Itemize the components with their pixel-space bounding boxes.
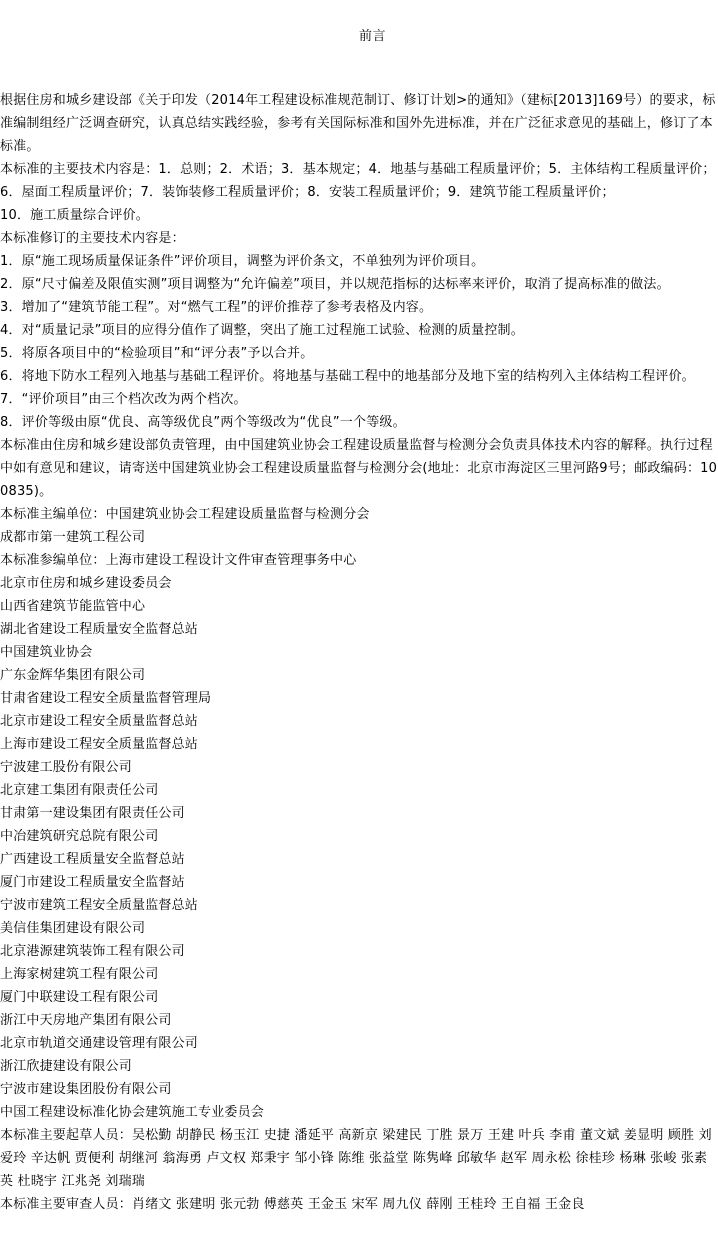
body-paragraph: 8．评价等级由原“优良、高等级优良”两个等级改为“优良”一个等级。 (0, 415, 406, 430)
body-paragraph: 本标准主编单位：中国建筑业协会工程建设质量监督与检测分会 (0, 507, 370, 522)
body-paragraph: 广西建设工程质量安全监督总站 (0, 852, 185, 867)
body-paragraph: 成都市第一建筑工程公司 (0, 530, 146, 545)
body-paragraph: 根据住房和城乡建设部《关于印发（2014年工程建设标准规范制订、修订计划>的通知》（建标[2013]169号）的要求，标准编制组经广泛调查研究，认真总结实践经验，参考有关国际标准和国外先进标准，并在广泛征求意见的基础上，修订了本标准。 (0, 93, 716, 154)
body-paragraph: 上海市建设工程安全质量监督总站 (0, 737, 199, 752)
page-title: 前言 (358, 29, 386, 44)
body-paragraph: 中冶建筑研究总院有限公司 (0, 829, 159, 844)
body-paragraph: 美信佳集团建设有限公司 (0, 921, 146, 936)
body-paragraph: 本标准的主要技术内容是：1．总则；2．术语；3．基本规定；4．地基与基础工程质量评价；5．主体结构工程质量评价；6．屋面工程质量评价；7．装饰装修工程质量评价；8．安装工程质量评价；9．建筑节能工程质量评价； (0, 162, 716, 200)
body-paragraph: 本标准参编单位：上海市建设工程设计文件审查管理事务中心 (0, 553, 357, 568)
body-paragraph: 本标准修订的主要技术内容是： (0, 231, 185, 246)
body-paragraph: 2．原“尺寸偏差及限值实测”项目调整为“允许偏差”项目，并以规范指标的达标率来评价，取消了提高标准的做法。 (0, 277, 670, 292)
body-paragraph: 北京市建设工程安全质量监督总站 (0, 714, 199, 729)
body-paragraph: 1．原“施工现场质量保证条件”评价项目，调整为评价条文，不单独列为评价项目。 (0, 254, 485, 269)
body-paragraph: 中国建筑业协会 (0, 645, 93, 660)
body-paragraph: 厦门市建设工程质量安全监督站 (0, 875, 185, 890)
body-paragraph: 广东金辉华集团有限公司 (0, 668, 146, 683)
body-paragraph: 湖北省建设工程质量安全监督总站 (0, 622, 199, 637)
body-paragraph: 中国工程建设标准化协会建筑施工专业委员会 (0, 1105, 265, 1120)
body-paragraph: 本标准主要审查人员：肖绪文 张建明 张元勃 傅慈英 王金玉 宋军 周九仪 薛刚 王桂玲 王自福 王金良 (0, 1197, 585, 1212)
body-paragraph: 4．对“质量记录”项目的应得分值作了调整，突出了施工过程施工试验、检测的质量控制。 (0, 323, 524, 338)
body-paragraph: 宁波市建设集团股份有限公司 (0, 1082, 172, 1097)
body-paragraph: 北京市住房和城乡建设委员会 (0, 576, 172, 591)
body-paragraph: 上海家树建筑工程有限公司 (0, 967, 159, 982)
body-paragraph: 7．“评价项目”由三个档次改为两个档次。 (0, 392, 247, 407)
body-paragraph: 宁波建工股份有限公司 (0, 760, 133, 775)
body-paragraph: 本标准由住房和城乡建设部负责管理，由中国建筑业协会工程建设质量监督与检测分会负责具体技术内容的解释。执行过程中如有意见和建议，请寄送中国建筑业协会工程建设质量监督与检测分会(地址：北京市海淀区三里河路9号；邮政编码：100835)。 (0, 438, 718, 499)
body-paragraph: 10．施工质量综合评价。 (0, 208, 149, 223)
body-paragraph: 甘肃第一建设集团有限责任公司 (0, 806, 185, 821)
body-paragraph: 北京港源建筑装饰工程有限公司 (0, 944, 185, 959)
body-paragraph: 甘肃省建设工程安全质量监督管理局 (0, 691, 212, 706)
body-paragraph: 山西省建筑节能监管中心 (0, 599, 146, 614)
body-paragraph: 6．将地下防水工程列入地基与基础工程评价。将地基与基础工程中的地基部分及地下室的结构列入主体结构工程评价。 (0, 369, 695, 384)
body-paragraph: 厦门中联建设工程有限公司 (0, 990, 159, 1005)
body-paragraph: 5．将原各项目中的“检验项目”和“评分表”予以合并。 (0, 346, 314, 361)
document-body (0, 89, 718, 1216)
body-paragraph: 浙江中天房地产集团有限公司 (0, 1013, 172, 1028)
body-paragraph: 宁波市建筑工程安全质量监督总站 (0, 898, 199, 913)
body-paragraph: 北京建工集团有限责任公司 (0, 783, 159, 798)
body-paragraph: 北京市轨道交通建设管理有限公司 (0, 1036, 199, 1051)
body-paragraph: 3．增加了“建筑节能工程”。对“燃气工程”的评价推荐了参考表格及内容。 (0, 300, 433, 315)
body-paragraph: 浙江欣捷建设有限公司 (0, 1059, 133, 1074)
body-paragraph: 本标准主要起草人员：吴松勤 胡静民 杨玉江 史捷 潘延平 高新京 梁建民 丁胜 景万 王建 叶兵 李甫 董文斌 姜显明 顾胜 刘爱玲 辛达帆 贾便利 胡继河 翁海勇 卢文权 郑秉宇 邹小锋 陈维 张益堂 陈隽峰 邱敏华 赵军 周永松 徐桂珍 杨琳 张峻 张素英 杜晓宇 江兆尧 刘瑞瑞 (0, 1128, 712, 1189)
